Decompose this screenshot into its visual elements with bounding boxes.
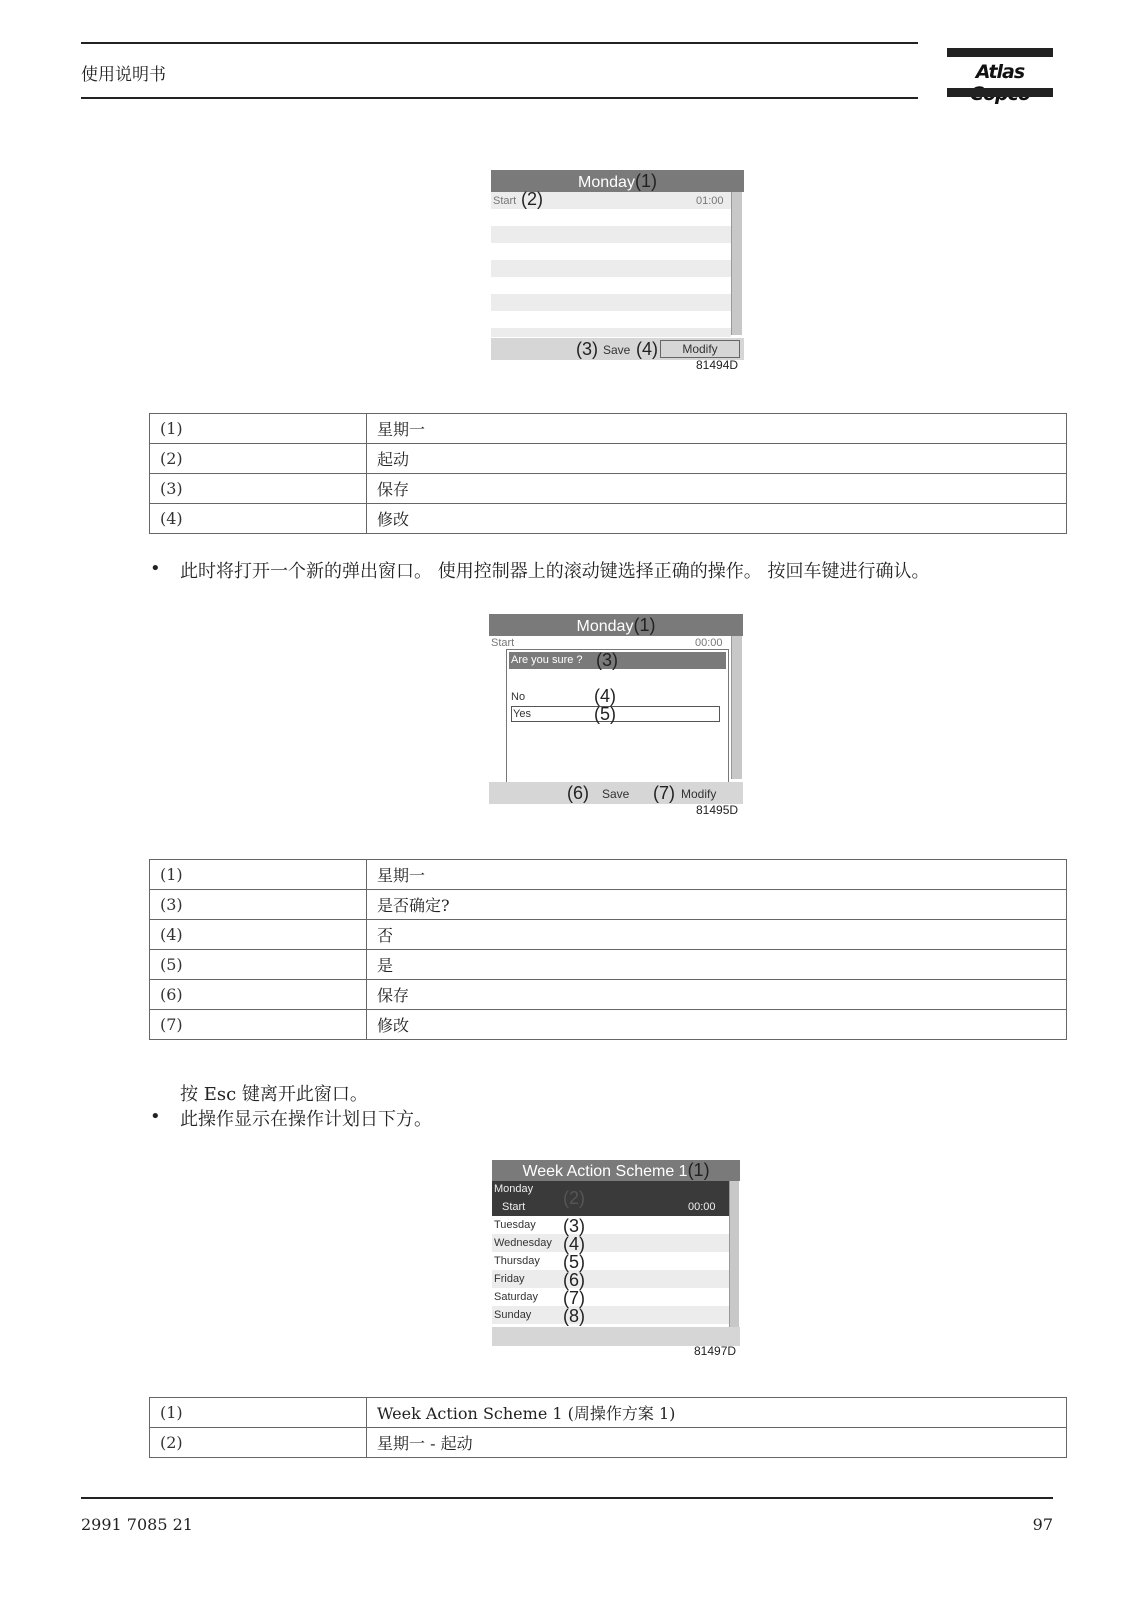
bullet-marker: • [150,558,161,579]
day-wednesday[interactable]: Wednesday [494,1237,552,1249]
screen-title: Monday [576,618,634,635]
callout-6: (6) [567,783,589,803]
table-row: (2) 起动 [150,444,1067,474]
header-rule-bottom [81,97,918,99]
document-number: 2991 7085 21 [81,1515,193,1534]
option-yes[interactable]: Yes [513,708,531,720]
legend-table-2 [149,859,1067,1040]
scrollbar[interactable] [729,1181,739,1327]
logo-bar-top [947,48,1053,57]
bullet-text-2: 此操作显示在操作计划日下方。 [180,1109,432,1130]
start-label: Start [502,1201,526,1213]
table-row: (1) Week Action Scheme 1 (周操作方案 1) [150,1398,1067,1428]
callout-1: (1) [687,1160,710,1180]
table-row: (4) 修改 [150,504,1067,534]
table-row: (4) 否 [150,920,1067,950]
header-rule-top [81,42,918,44]
bullet-text-1: 此时将打开一个新的弹出窗口。 使用控制器上的滚动键选择正确的操作。 按回车键进行确认。 [180,561,930,582]
figure-code-3: 81497D [694,1344,737,1358]
day-tuesday[interactable]: Tuesday [494,1219,536,1231]
figure-code-1: 81494D [696,358,739,372]
confirm-dialog [506,649,729,783]
callout-7: (7) [563,1288,585,1308]
day-thursday[interactable]: Thursday [494,1255,540,1267]
screen-title: Monday [578,174,635,191]
modify-button[interactable]: Modify [681,787,717,801]
callout-3: (3) [563,1216,585,1236]
logo-bar-bottom [947,88,1053,97]
start-time: 00:00 [695,637,723,649]
callout-4: (4) [594,686,616,706]
table-row: (2) 星期一 - 起动 [150,1428,1067,1458]
callout-6: (6) [563,1270,585,1290]
screen-title: Week Action Scheme 1 [522,1163,688,1180]
callout-1: (1) [633,615,656,635]
day-friday[interactable]: Friday [494,1273,525,1285]
option-no[interactable]: No [511,691,526,703]
callout-2: (2) [521,189,543,209]
dialog-title: Are you sure ? [511,654,583,666]
figure-code-2: 81495D [696,803,739,817]
table-row: (1) 星期一 [150,414,1067,444]
callout-4: (4) [563,1234,585,1254]
start-time: 01:00 [696,195,724,207]
start-label: Start [491,637,515,649]
figure-monday-screen [491,170,744,360]
callout-4: (4) [636,339,658,359]
page-number: 97 [1032,1515,1053,1534]
day-saturday[interactable]: Saturday [494,1291,539,1303]
table-row: (5) 是 [150,950,1067,980]
table-row: (7) 修改 [150,1010,1067,1040]
callout-7: (7) [653,783,675,803]
callout-1: (1) [634,171,657,191]
start-label: Start [493,195,517,207]
table-row: (1) 星期一 [150,860,1067,890]
save-button[interactable]: Save [603,343,631,357]
day-monday: Monday [494,1183,534,1195]
brand-logo: Atlas [975,61,1025,83]
table-row: (3) 是否确定? [150,890,1067,920]
start-time: 00:00 [688,1201,716,1213]
document-title: 使用说明书 [81,65,166,85]
figure-confirm-screen [489,614,743,804]
callout-2: (2) [563,1188,585,1208]
callout-8: (8) [563,1306,585,1326]
screen-title-bar [492,1160,740,1181]
table-row: (6) 保存 [150,980,1067,1010]
legend-table-1 [149,413,1067,534]
callout-5: (5) [563,1252,585,1272]
callout-3: (3) [596,650,618,670]
bullet-marker: • [150,1106,161,1127]
scrollbar[interactable] [731,192,742,335]
callout-5: (5) [594,704,616,724]
callout-3: (3) [576,339,598,359]
screen-title-bar [489,614,743,636]
modify-button[interactable]: Modify [660,340,740,358]
scrollbar[interactable] [731,636,742,779]
save-button[interactable]: Save [602,787,630,801]
table-row: (3) 保存 [150,474,1067,504]
legend-table-3 [149,1397,1067,1458]
esc-instruction: 按 Esc 键离开此窗口。 [180,1084,368,1105]
footer-rule [81,1497,1053,1499]
figure-week-scheme-screen [492,1160,740,1346]
day-sunday[interactable]: Sunday [494,1309,532,1321]
